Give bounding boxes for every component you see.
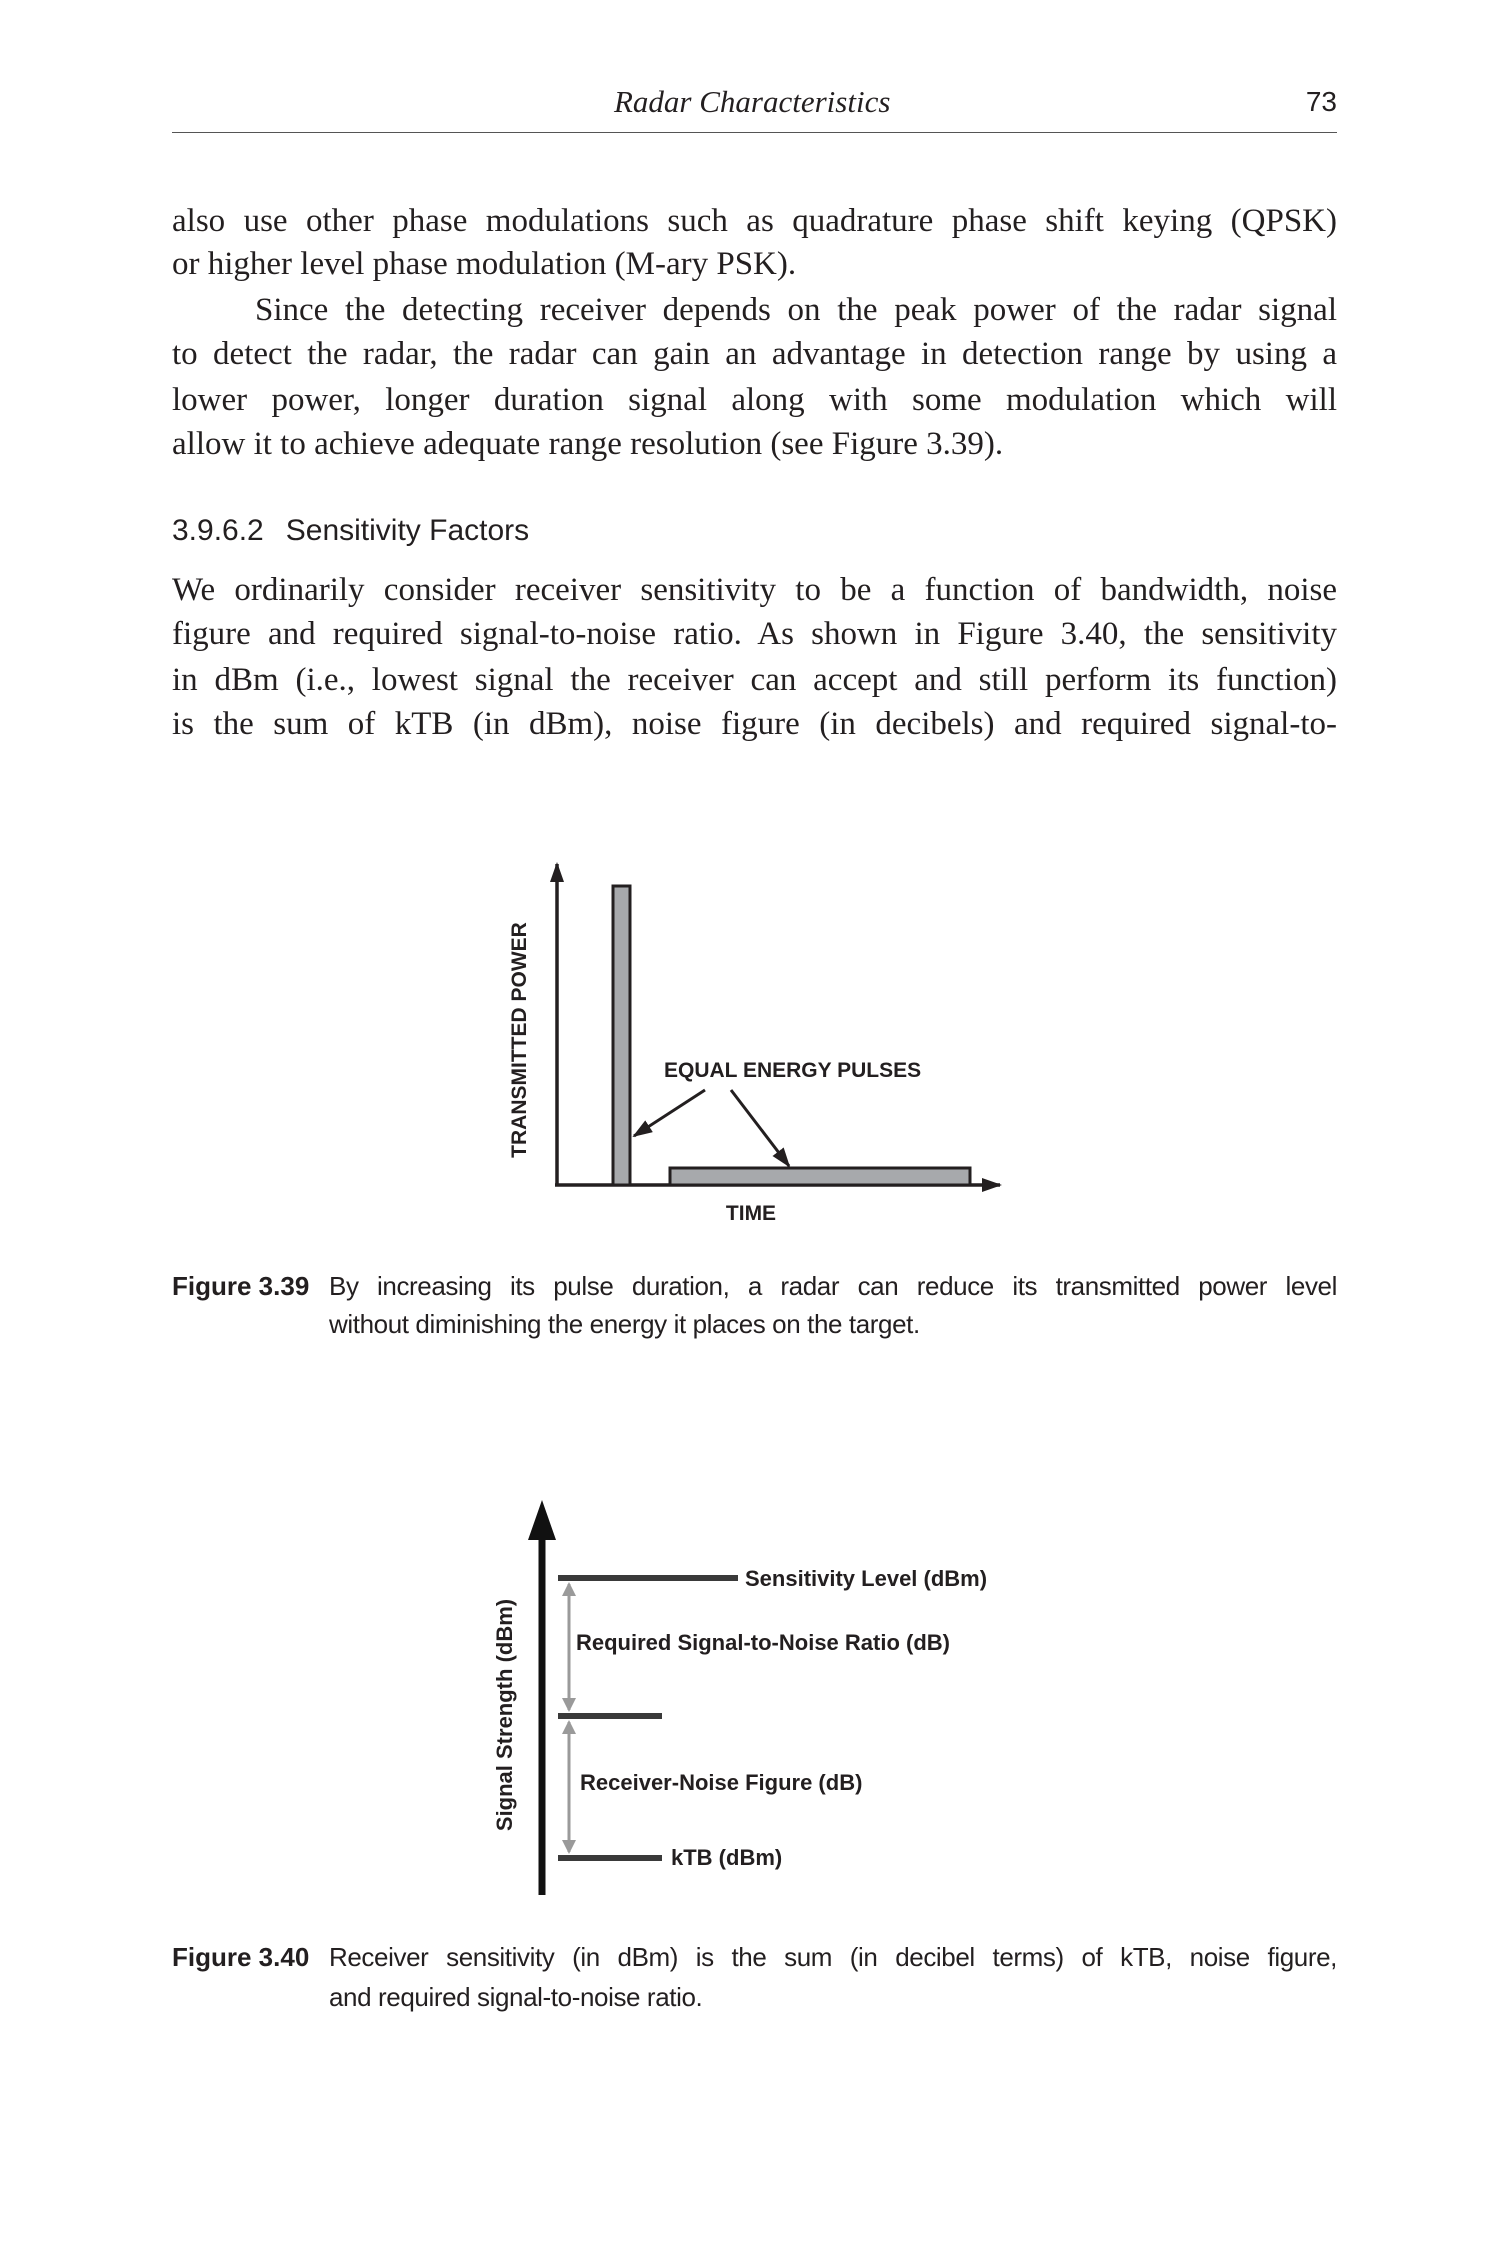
figure-3-39 bbox=[508, 864, 1000, 1225]
figure-3-40 bbox=[492, 1500, 987, 1895]
snr-label: Required Signal-to-Noise Ratio (dB) bbox=[576, 1630, 950, 1655]
body-line: We ordinarily consider receiver sensitivity to be a function of bandwidth, noise bbox=[172, 572, 1337, 608]
long-low-pulse bbox=[670, 1168, 970, 1185]
section-title: Sensitivity Factors bbox=[285, 514, 530, 547]
x-axis-label: TIME bbox=[725, 1202, 777, 1225]
y-axis-label: Signal Strength (dBm) bbox=[492, 1598, 517, 1832]
y-axis-label: TRANSMITTED POWER bbox=[508, 922, 531, 1158]
y-axis-arrowhead bbox=[528, 1500, 556, 1540]
figure-3-40-caption-line: and required signal-to-noise ratio. bbox=[329, 1982, 703, 2012]
body-line: figure and required signal-to-noise ratio. As shown in Figure 3.40, the sensitivity bbox=[172, 616, 1337, 652]
body-line: also use other phase modulations such as quadrature phase shift keying (QPSK) bbox=[172, 203, 1337, 239]
running-title: Radar Characteristics bbox=[614, 84, 891, 119]
body-line: Since the detecting receiver depends on the peak power of the radar signal bbox=[255, 292, 1337, 328]
body-line: lower power, longer duration signal along with some modulation which will bbox=[172, 382, 1337, 418]
body-line: or higher level phase modulation (M-ary PSK). bbox=[172, 246, 797, 282]
body-line: in dBm (i.e., lowest signal the receiver can accept and still perform its function) bbox=[172, 662, 1337, 698]
noise-figure-label: Receiver-Noise Figure (dB) bbox=[580, 1770, 863, 1795]
arrow-to-short-pulse bbox=[634, 1090, 705, 1136]
sensitivity-label: Sensitivity Level (dBm) bbox=[745, 1566, 988, 1591]
figure-3-40-caption-number: Figure 3.40 bbox=[172, 1942, 310, 1972]
short-high-pulse bbox=[613, 886, 630, 1185]
figure-3-39-caption-line: By increasing its pulse duration, a radar can reduce its transmitted power level bbox=[329, 1271, 1337, 1301]
figure-3-39-caption-number: Figure 3.39 bbox=[172, 1271, 310, 1301]
page-number: 73 bbox=[1305, 86, 1337, 117]
body-line: to detect the radar, the radar can gain an advantage in detection range by using a bbox=[172, 336, 1337, 372]
ktb-label: kTB (dBm) bbox=[671, 1845, 783, 1870]
annotation-label: EQUAL ENERGY PULSES bbox=[664, 1059, 922, 1082]
body-line: allow it to achieve adequate range resolution (see Figure 3.39). bbox=[172, 426, 1004, 462]
section-number: 3.9.6.2 bbox=[172, 514, 264, 547]
figure-3-40-caption-line: Receiver sensitivity (in dBm) is the sum (in decibel terms) of kTB, noise figure, bbox=[329, 1942, 1337, 1972]
figure-3-39-caption-line: without diminishing the energy it places on the target. bbox=[329, 1309, 920, 1339]
arrow-to-long-pulse bbox=[731, 1090, 789, 1166]
body-line: is the sum of kTB (in dBm), noise figure (in decibels) and required signal-to- bbox=[172, 706, 1337, 742]
